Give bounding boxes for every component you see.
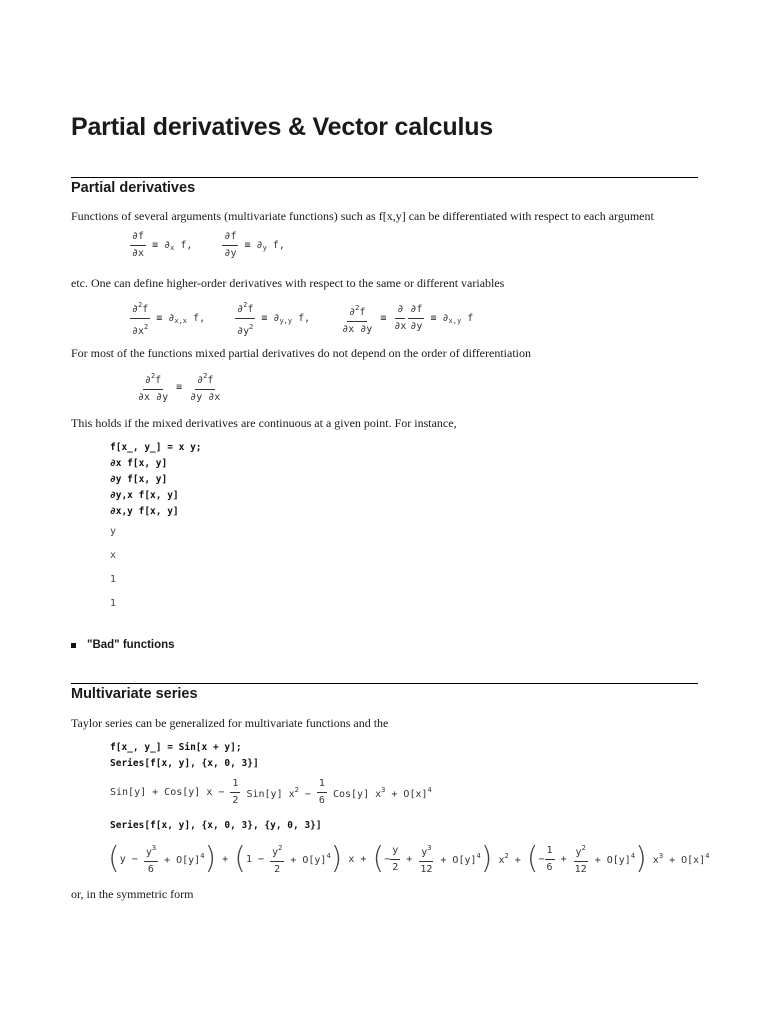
paragraph: For most of the functions mixed partial derivatives do not depend on the order of differentiation: [71, 346, 531, 360]
subsection-label: "Bad" functions: [87, 639, 175, 651]
code-line: ∂x,y f[x, y]: [110, 506, 179, 517]
section-divider: [71, 683, 698, 684]
section-heading-multivariate-series: Multivariate series: [71, 686, 198, 702]
code-line: ∂y,x f[x, y]: [110, 490, 179, 501]
formula-first-derivatives: $\frac{\partial f}{\partial x}$ ≡ $\partial_x$ f, $\frac{\partial f}{\partial y}$ ≡ $\partial_y$ f,: [132, 231, 285, 259]
paragraph: etc. One can define higher-order derivatives with respect to the same or different variables: [71, 276, 505, 290]
collapsed-subsection-bad-functions[interactable]: [71, 639, 175, 651]
code-output: 1: [110, 574, 117, 585]
code-line: Series[f[x, y], {x, 0, 3}]: [110, 758, 259, 769]
section-heading-partial-derivatives: Partial derivatives: [71, 180, 196, 196]
paragraph: This holds if the mixed derivatives are continuous at a given point. For instance,: [71, 416, 457, 430]
code-output: y: [110, 526, 117, 537]
code-input-block: [110, 740, 259, 772]
bullet-square-icon: [71, 643, 76, 648]
code-input-block: [110, 440, 202, 520]
formula-higher-derivatives: $\frac{\partial^2f}{\partial x^2}$ ≡ $\partial_{x,x}$ f, $\frac{\partial^2f}{\partial y^2}$ ≡ $\partial_{y,y}$ f, $\frac{\partial^2f}{\partial x \partial y}$ ≡ $\frac{\partial}{\partial x}$ $\frac{\partial f}{\partial y}$ ≡ $\partial_{x,y}$ f: [132, 301, 474, 337]
series-output-2: ( y − $\frac{y^3}{6}$ + $O[y]^4$ ) + ( 1 − $\frac{y^2}{2}$ + $O[y]^4$ ) x + ( − $\frac{y}{2}$ + $\frac{y^3}{12}$ + $O[y]^4$ ) $x^2$ + ( − $\frac{1}{6}$ + $\frac{y^2}{12}$ + $O[y]^4$ ) $x^3 + O[x]^4$: [108, 841, 710, 876]
code-line: ∂y f[x, y]: [110, 474, 168, 485]
code-input-block: [110, 818, 322, 834]
code-line: f[x_, y_] = x y;: [110, 442, 202, 453]
code-line: Series[f[x, y], {x, 0, 3}, {y, 0, 3}]: [110, 820, 322, 831]
code-line: ∂x f[x, y]: [110, 458, 168, 469]
code-output: 1: [110, 598, 117, 609]
page-title: Partial derivatives & Vector calculus: [71, 113, 493, 141]
paragraph: Taylor series can be generalized for multivariate functions and the: [71, 716, 389, 730]
formula-mixed-derivatives: $\frac{\partial^2f}{\partial x \partial y}$ ≡ $\frac{\partial^2f}{\partial y \partial x}$: [138, 372, 221, 403]
code-output: x: [110, 550, 117, 561]
section-divider: [71, 177, 698, 178]
code-line: f[x_, y_] = Sin[x + y];: [110, 742, 242, 753]
paragraph: Functions of several arguments (multivariate functions) such as f[x,y] can be differentiated with respect to each argument: [71, 209, 654, 223]
series-output-1: Sin[y] + Cos[y] x − $\frac{1}{2}$ Sin[y] $x^2$ − $\frac{1}{6}$ Cos[y] $x^3 + O[x]^4$: [110, 778, 432, 806]
paragraph: or, in the symmetric form: [71, 887, 194, 901]
